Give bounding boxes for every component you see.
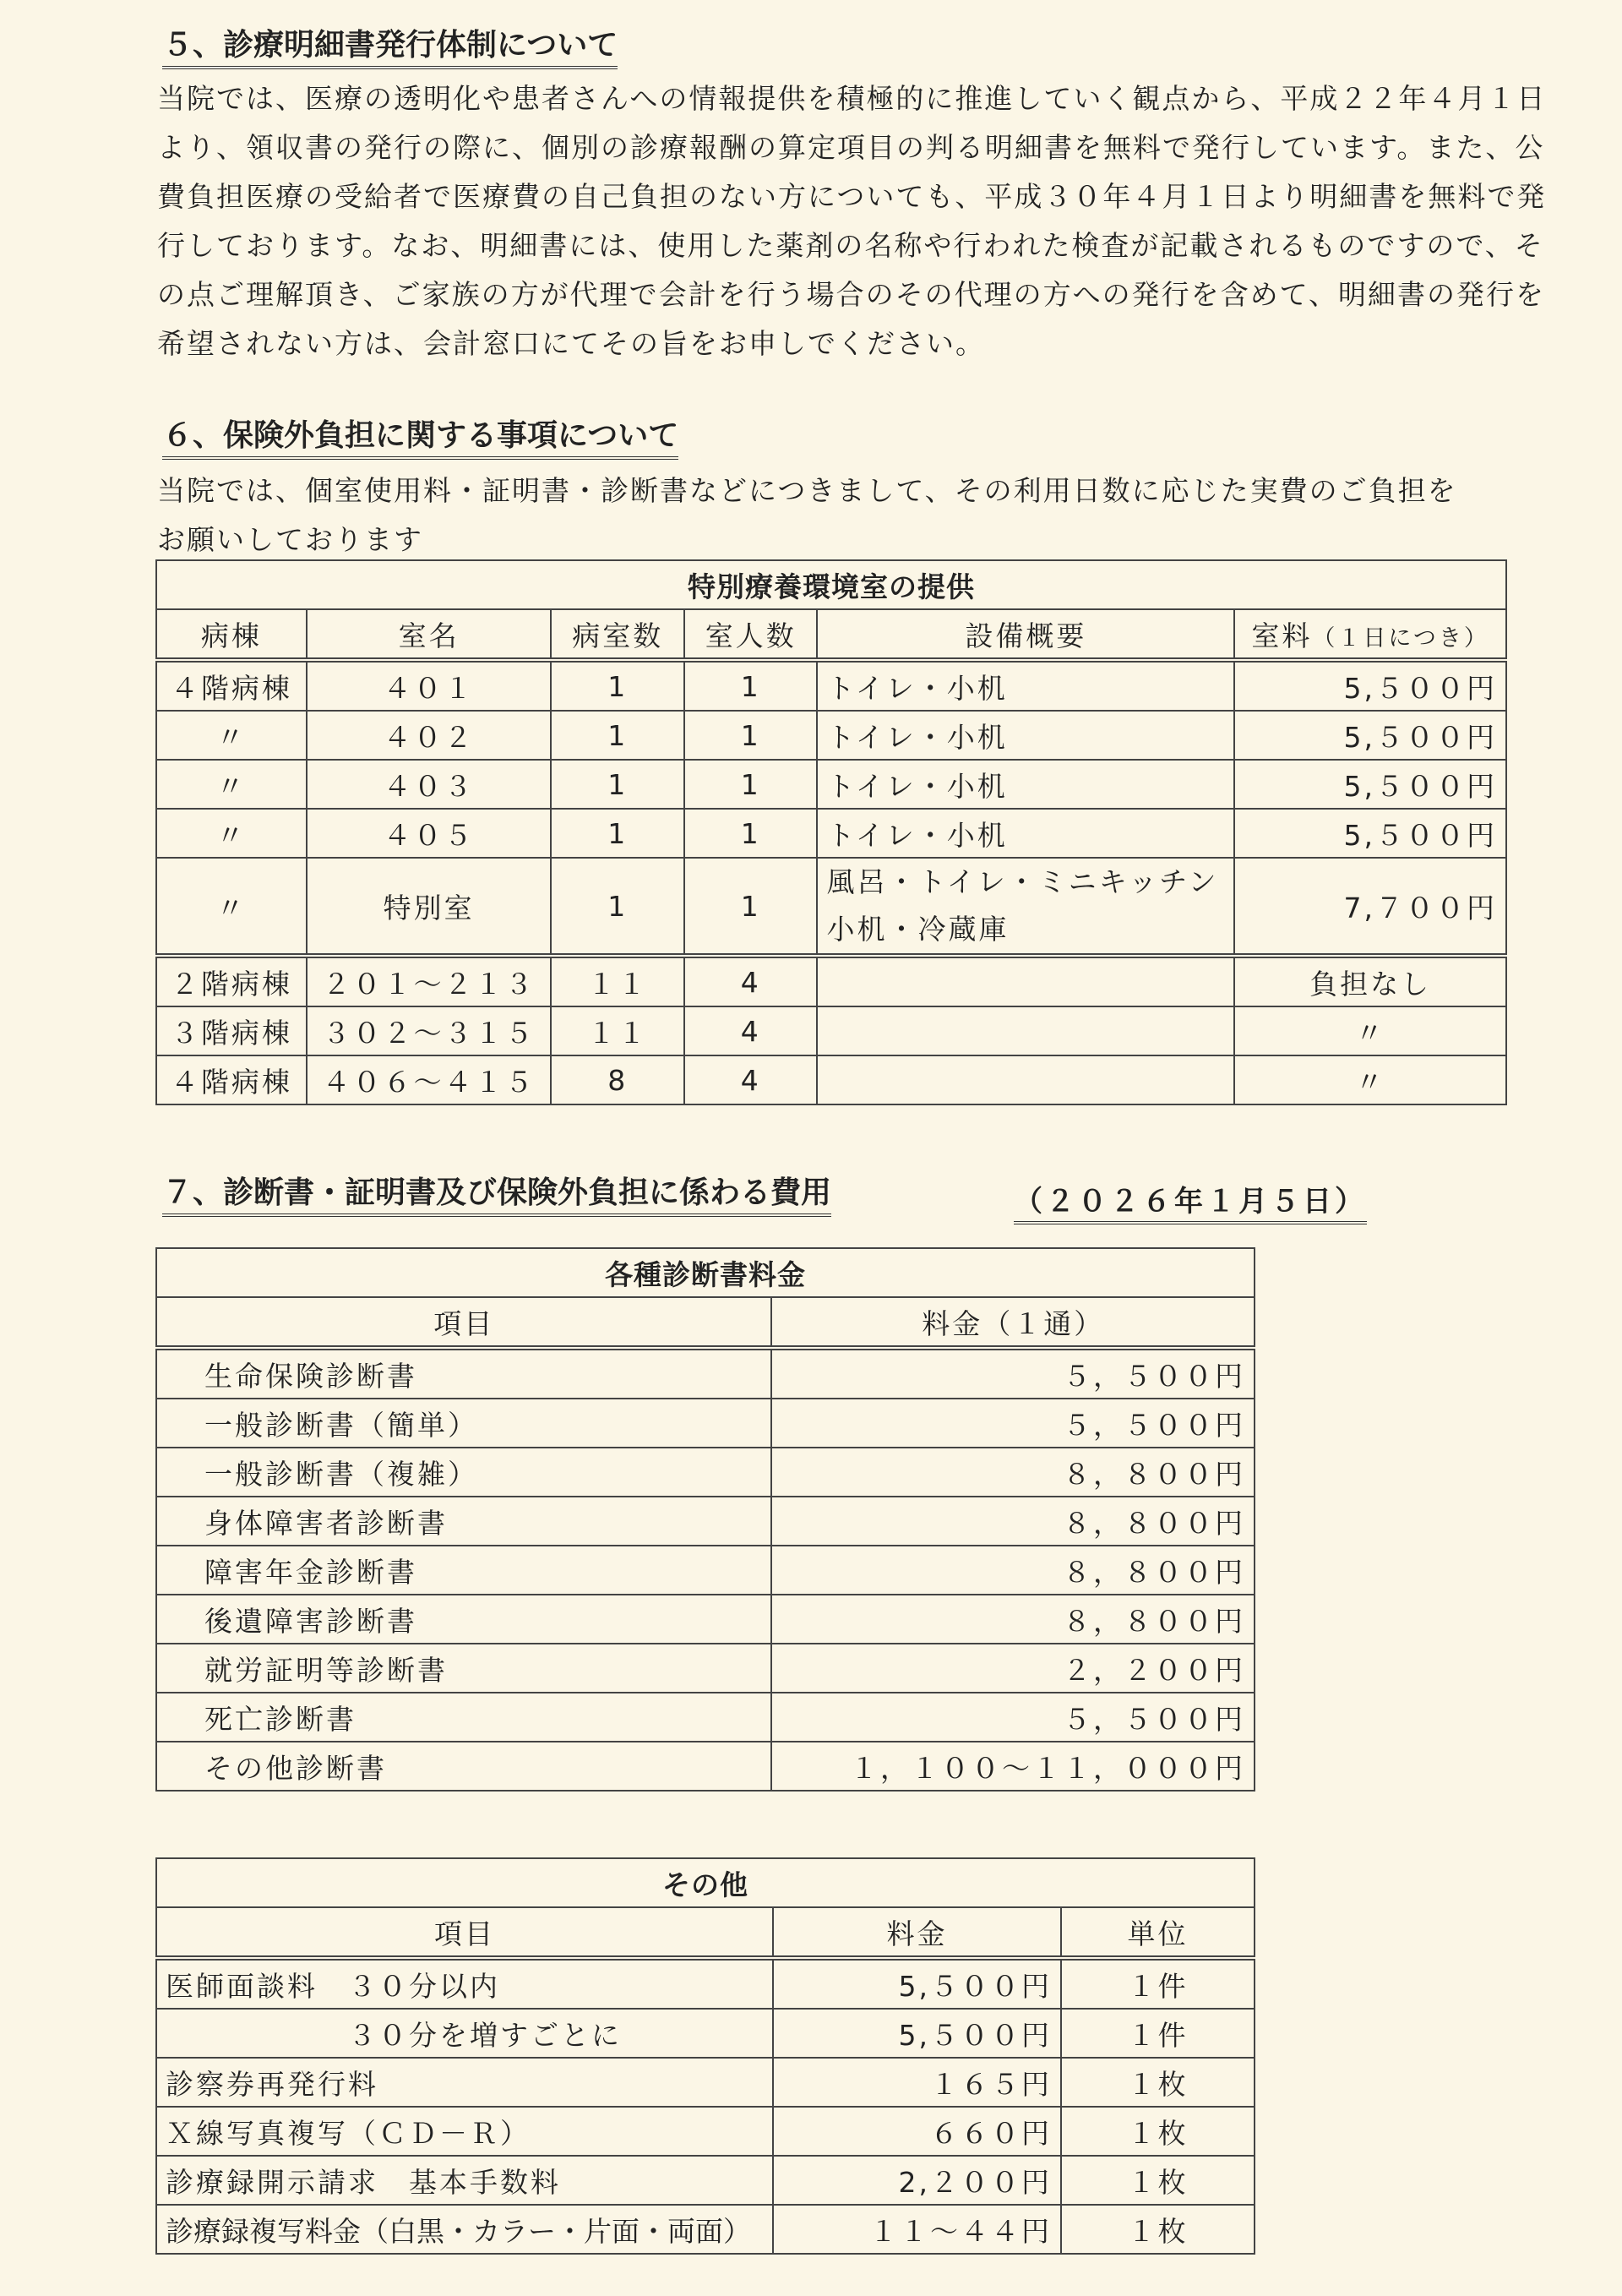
section5-line: 行しております。なお、明細書には、使用した薬剤の名称や行われた検査が記載されるものですので、そ: [157, 229, 1544, 262]
table-row: 診療録開示請求 基本手数料 2,２００円 １枚: [156, 2156, 1255, 2205]
section5-line: より、領収書の発行の際に、個別の診療報酬の算定項目の判る明細書を無料で発行しています。また、公: [157, 131, 1545, 164]
table-row: 身体障害者診断書 ８，８００円: [156, 1497, 1255, 1546]
table-row: 〃 ４０３ 1 1 トイレ・小机 5,５００円: [156, 760, 1506, 809]
room-table-header: [156, 609, 1506, 660]
section6-body: [157, 466, 1457, 564]
cert-fee-table: [155, 1247, 1255, 1792]
table-row: 一般診断書（簡単） ５，５００円: [156, 1399, 1255, 1448]
table-row: 一般診断書（複雑） ８，８００円: [156, 1448, 1255, 1497]
other-fee-table-header: 項目 料金 単位: [156, 1907, 1255, 1958]
header-ward: 病棟: [156, 609, 307, 660]
section5-heading: ５、診療明細書発行体制について: [157, 27, 623, 69]
section6-line: お願いしております: [157, 523, 423, 556]
cert-fee-table-header: 項目 料金（１通）: [156, 1297, 1255, 1348]
table-row: 生命保険診断書 ５，５００円: [156, 1348, 1255, 1399]
header-facilities: 設備概要: [817, 609, 1234, 660]
table-row: 〃 ４０２ 1 1 トイレ・小机 5,５００円: [156, 711, 1506, 760]
table-row: その他診断書 １，１００～１１，０００円: [156, 1742, 1255, 1791]
section5-body: [157, 74, 1546, 368]
table-row: 診療録複写料金（白黒・カラー・片面・両面） １１～４４円 １枚: [156, 2205, 1255, 2254]
room-table: [155, 559, 1507, 1105]
section7-date: （２０２６年１月５日）: [1014, 1178, 1367, 1224]
table-row: 就労証明等診断書 ２，２００円: [156, 1644, 1255, 1693]
table-row: ３０分を増すごとに 5,５００円 １件: [156, 2009, 1255, 2058]
header-occupancy: 室人数: [684, 609, 817, 660]
table-row: 後遺障害診断書 ８，８００円: [156, 1595, 1255, 1644]
other-fee-table: [155, 1857, 1255, 2255]
room-table-caption: 特別療養環境室の提供: [156, 560, 1506, 609]
header-room-fee-note: （１日につき）: [1312, 624, 1489, 652]
table-row: ２階病棟 ２０１～２１３ １１ 4 負担なし: [156, 956, 1506, 1006]
table-row: 死亡診断書 ５，５００円: [156, 1693, 1255, 1742]
section6-heading: ６、保険外負担に関する事項について: [157, 417, 683, 460]
table-row: ４階病棟 ４０６～４１５ 8 4 〃: [156, 1055, 1506, 1104]
section5-line: の点ご理解頂き、ご家族の方が代理で会計を行う場合のその代理の方への発行を含めて、明細書の発行を: [157, 278, 1546, 311]
header-room-name: 室名: [307, 609, 552, 660]
section5-line: 費負担医療の受給者で医療費の自己負担のない方についても、平成３０年４月１日より明細書を無料で発: [157, 180, 1547, 213]
table-row: 医師面談料 ３０分以内 5,５００円 １件: [156, 1958, 1255, 2009]
table-row: Ｘ線写真複写（ＣＤ－Ｒ） ６６０円 １枚: [156, 2107, 1255, 2156]
header-room-count: 病室数: [551, 609, 683, 660]
table-row: 障害年金診断書 ８，８００円: [156, 1546, 1255, 1595]
section5-line: 当院では、医療の透明化や患者さんへの情報提供を積極的に推進していく観点から、平成２２年４月１日: [157, 82, 1547, 115]
table-row: 診察券再発行料 １６５円 １枚: [156, 2058, 1255, 2107]
header-room-fee: 室料（１日につき）: [1234, 609, 1506, 660]
table-row: ４階病棟 ４０１ 1 1 トイレ・小机 5,５００円: [156, 660, 1506, 711]
table-row: 〃 ４０５ 1 1 トイレ・小机 5,５００円: [156, 809, 1506, 858]
section7-heading: ７、診断書・証明書及び保険外負担に係わる費用: [157, 1175, 836, 1217]
table-row: ３階病棟 ３０２～３１５ １１ 4 〃: [156, 1006, 1506, 1055]
table-row: 〃 特別室 1 1 風呂・トイレ・ミニキッチン 小机・冷蔵庫 7,７００円: [156, 858, 1506, 956]
other-fee-table-caption: その他: [156, 1858, 1255, 1907]
section5-line: 希望されない方は、会計窓口にてその旨をお申しでください。: [157, 327, 985, 360]
section6-line: 当院では、個室使用料・証明書・診断書などにつきまして、その利用日数に応じた実費のご負担を: [157, 474, 1457, 507]
cert-fee-table-caption: 各種診断書料金: [156, 1248, 1255, 1297]
